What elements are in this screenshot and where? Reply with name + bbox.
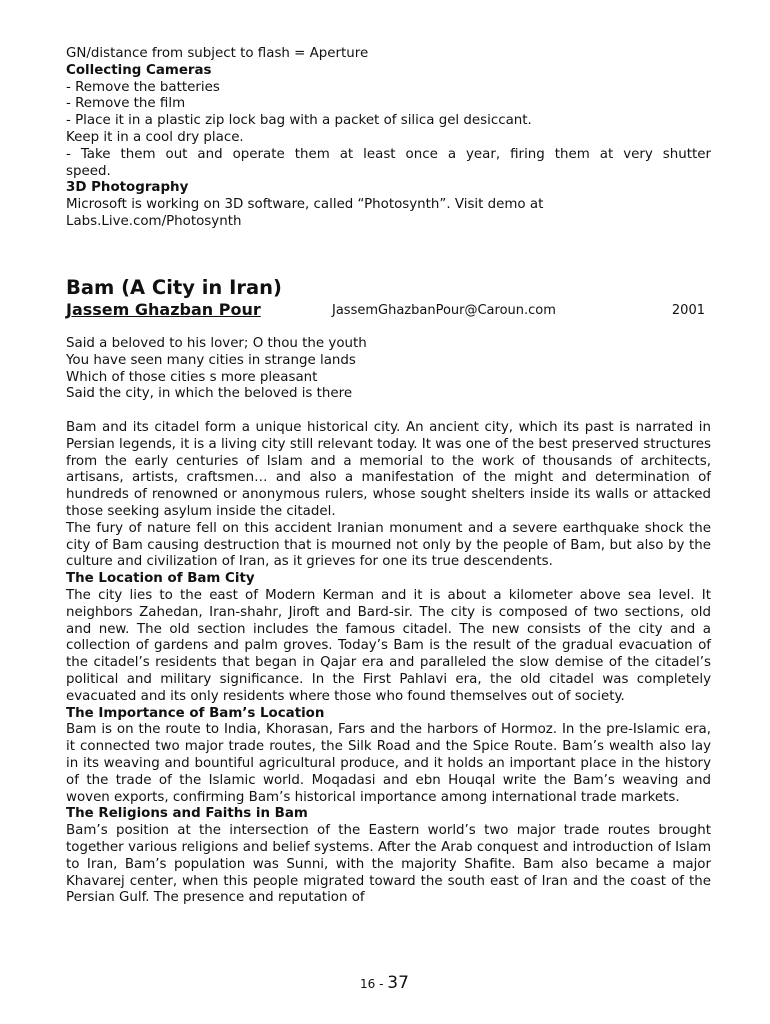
operate-cameras-line-end: speed. — [66, 163, 111, 179]
poem-line: You have seen many cities in strange lands — [66, 352, 356, 368]
earthquake-paragraph: The fury of nature fell on this accident Iranian monument and a severe earthquake shock the city of Bam causing destruction that is mourned not only by the people of Bam, but also by the culture and civilization of Iran, as it grieves for one its true descendents. — [66, 520, 711, 570]
poem-line: Said a beloved to his lover; O thou the youth — [66, 336, 367, 351]
page-number: 37 — [387, 973, 409, 993]
photosynth-line: Microsoft is working on 3D software, called “Photosynth”. Visit demo at — [66, 197, 544, 213]
gn-formula-line: GN/distance from subject to flash = Aperture — [66, 46, 369, 61]
operate-cameras-line: - Take them out and operate them at least once a year, firing them at very shutter — [66, 146, 711, 162]
byline — [66, 300, 711, 322]
importance-heading: The Importance of Bam’s Location — [66, 705, 325, 721]
author-email: JassemGhazbanPour@Caroun.com — [332, 303, 556, 318]
collecting-item: - Remove the film — [66, 96, 186, 112]
keep-dry-line: Keep it in a cool dry place. — [66, 129, 244, 145]
poem-line: Said the city, in which the beloved is there — [66, 386, 353, 402]
religions-heading: The Religions and Faiths in Bam — [66, 806, 308, 822]
location-heading: The Location of Bam City — [66, 571, 255, 587]
publication-year: 2001 — [671, 303, 705, 318]
intro-paragraph: Bam and its citadel form a unique historical city. An ancient city, which its past is narrated in Persian legends, it is a living city still relevant today. It was one of the best preserved structures from the early centuries of Islam and a memorial to the work of thousands of architects, artisans, artists, craftsmen… and also a manifestation of the might and determination of hundreds of renowned or anonymous rulers, whose sought shelters inside its walls or attacked those seeking asylum inside the citadel. — [66, 420, 711, 519]
camera-notes-section — [66, 46, 711, 231]
collecting-cameras-heading: Collecting Cameras — [66, 62, 212, 78]
collecting-item: - Remove the batteries — [66, 79, 220, 95]
page-footer — [360, 972, 409, 995]
importance-paragraph: Bam is on the route to India, Khorasan, Fars and the harbors of Hormoz. In the pre-Islamic era, it connected two major trade routes, the Silk Road and the Spice Route. Bam’s wealth also lay in its weaving and bountiful agricultural produce, and it holds an important place in the history of the trade of the Islamic world. Moqadasi and ebn Houqal write the Bam’s weaving and woven exports, confirming Bam’s historical importance among international trade markets. — [66, 722, 711, 805]
article-title: Bam (A City in Iran) — [66, 276, 282, 299]
collecting-item: - Place it in a plastic zip lock bag with a packet of silica gel desiccant. — [66, 113, 532, 129]
location-paragraph: The city lies to the east of Modern Kerman and it is about a kilometer above sea level. It neighbors Zahedan, Iran-shahr, Jiroft and Bard-sir. The city is composed of two sections, old and new. The old section includes the famous citadel. The new consists of the city and a collection of gardens and palm groves. Today’s Bam is the result of the gradual evacuation of the citadel’s residents that began in Qajar era and paralleled the slow demise of the citadel’s political and military significance. In the First Pahlavi era, the old citadel was completely evacuated and its only residents where those who found themselves out of society. — [66, 587, 711, 704]
3d-photography-heading: 3D Photography — [66, 180, 189, 196]
photosynth-url: Labs.Live.com/Photosynth — [66, 213, 242, 229]
article-body — [66, 420, 711, 907]
poem-line: Which of those cities s more pleasant — [66, 369, 318, 385]
religions-paragraph: Bam’s position at the intersection of the Eastern world’s two major trade routes brought together various religions and belief systems. After the Arab conquest and introduction of Islam to Iran, Bam’s population was Sunni, with the majority Shafite. Bam also became a major Khavarej center, when this people migrated toward the south east of Iran and the coast of the Persian Gulf. The presence and reputation of — [66, 823, 711, 906]
chapter-number: 16 - — [360, 977, 384, 991]
poem — [66, 336, 711, 403]
author-name: Jassem Ghazban Pour — [66, 300, 261, 319]
